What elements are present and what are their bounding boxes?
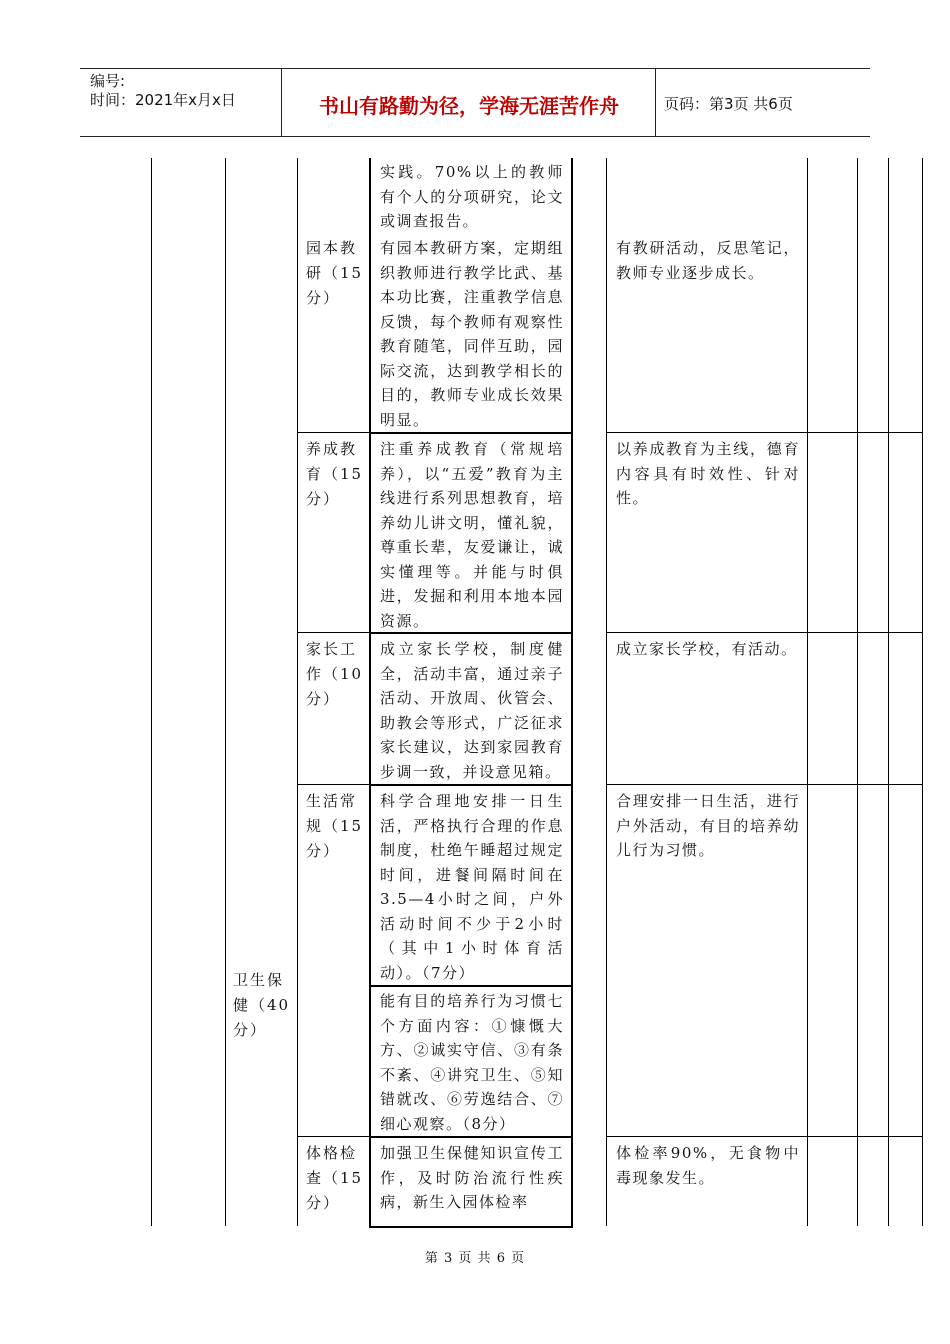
table-row-line (369, 784, 573, 786)
table-row-line (369, 1136, 573, 1138)
criteria-text: 成立家长学校，制度健全，活动丰富，通过亲子活动、开放周、伙管会、助教会等形式，广泛征求家长建议，达到家园教育步调一致，并设意见箱。 (380, 640, 564, 781)
table-col-line (225, 158, 226, 1226)
header-top-rule (80, 68, 870, 69)
table-row-line (606, 632, 923, 633)
page-footer: 第 3 页 共 6 页 (424, 1251, 526, 1266)
standard-text: 体检率90%，无食物中毒现象发生。 (616, 1144, 800, 1187)
item-label: 体格检查（15分） (306, 1144, 364, 1212)
table-row-line (606, 1136, 923, 1137)
table-row-line (297, 632, 369, 633)
table-row-line (369, 985, 573, 987)
table-row-line (606, 784, 923, 785)
header-bottom-rule (80, 136, 870, 137)
standard-text: 合理安排一日生活，进行户外活动，有目的培养幼儿行为习惯。 (616, 792, 800, 859)
criteria-text: 加强卫生保健知识宣传工作，及时防治流行性疾病，新生入园体检率 (380, 1144, 564, 1211)
header-meta (90, 72, 236, 110)
item-label: 家长工作（10分） (306, 640, 364, 708)
table-col-line (857, 158, 858, 1226)
table-col-line (807, 158, 808, 1226)
criteria-text: 实践。70%以上的教师有个人的分项研究，论文或调查报告。 (380, 163, 564, 230)
criteria-text: 有园本教研方案，定期组织教师进行教学比武、基本功比赛，注重教学信息反馈，每个教师有观察性教育随笔，同伴互助，园际交流，达到教学相长的目的，教师专业成长效果明显。 (380, 239, 564, 429)
table-row-line (297, 1136, 369, 1137)
table-row-line (369, 1226, 573, 1228)
table-row-line (369, 432, 573, 434)
table-row-line (606, 432, 923, 433)
table-col-line (922, 158, 923, 1226)
document-date: 时间：2021年x月x日 (90, 91, 236, 109)
standard-text: 成立家长学校，有活动。 (616, 640, 798, 658)
standard-text: 以养成教育为主线，德育内容具有时效性、针对性。 (616, 440, 800, 507)
table-col-line (151, 158, 152, 1226)
table-col-line (606, 158, 607, 1226)
table-col-line (369, 158, 371, 1227)
table-col-line (297, 158, 298, 1226)
item-label: 园本教研（15分） (306, 239, 364, 307)
table-row-line (297, 432, 369, 433)
table-row-line (297, 784, 369, 785)
header-page-code: 页码：第3页 共6页 (664, 95, 793, 113)
category-label: 卫生保健（40分） (233, 971, 291, 1039)
criteria-text: 能有目的培养行为习惯七个方面内容：①慷慨大方、②诚实守信、③有条不紊、④讲究卫生、⑤知错就改、⑥劳逸结合、⑦细心观察。（8分） (380, 992, 564, 1133)
item-label: 养成教育（15分） (306, 440, 364, 508)
standard-text: 有教研活动，反思笔记，教师专业逐步成长。 (616, 239, 800, 282)
header-motto: 书山有路勤为径，学海无涯苦作舟 (319, 94, 619, 118)
table-col-line (888, 158, 889, 1226)
document-number-label: 编号: (90, 72, 126, 90)
criteria-text: 科学合理地安排一日生活，严格执行合理的作息制度，杜绝午睡超过规定时间，进餐间隔时间在3.5—4小时之间，户外活动时间不少于2小时（其中1小时体育活动）。（7分） (380, 792, 564, 982)
criteria-text: 注重养成教育（常规培养），以“五爱”教育为主线进行系列思想教育，培养幼儿讲文明，懂礼貌，尊重长辈，友爱谦让，诚实懂理等。并能与时俱进，发掘和利用本地本园资源。 (380, 440, 564, 630)
table-col-line (571, 158, 573, 1227)
item-label: 生活常规（15分） (306, 792, 364, 860)
